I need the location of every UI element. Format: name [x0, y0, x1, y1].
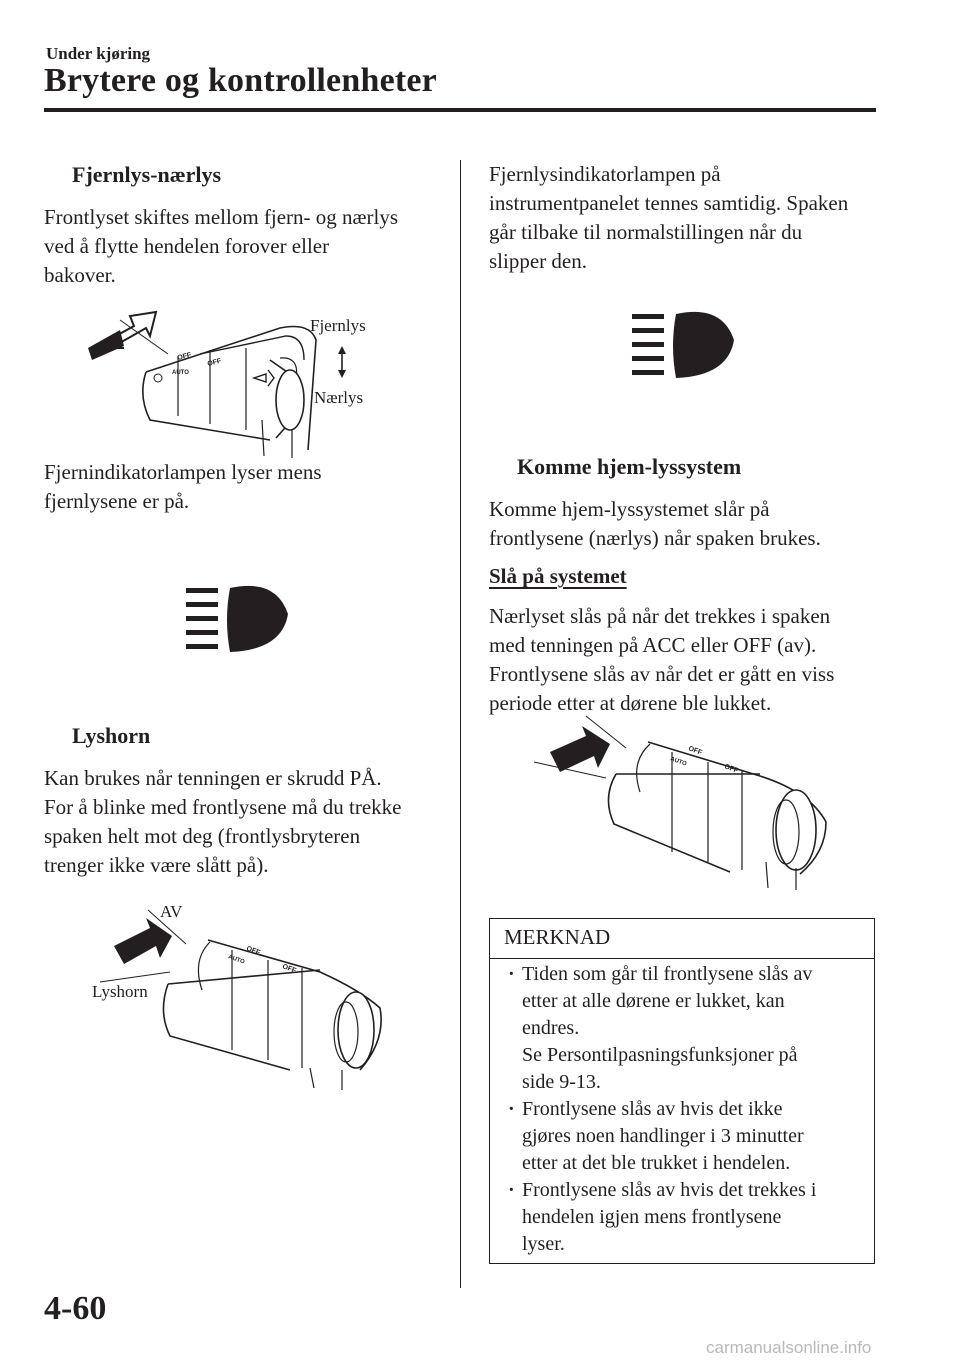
svg-text:AUTO: AUTO [669, 756, 688, 768]
figure-lever-flash [110, 900, 390, 1090]
svg-text:OFF: OFF [723, 763, 739, 775]
high-beam-indicator-icon [186, 584, 290, 656]
heading-komme-hjem: Komme hjem-lyssystem [517, 454, 742, 479]
subheading-sla-pa: Slå på systemet [489, 564, 627, 588]
pull-arrow-icon [114, 918, 172, 964]
figure-lever-coming-home [530, 712, 840, 892]
svg-text:OFF: OFF [687, 745, 703, 757]
svg-text:AUTO: AUTO [227, 954, 246, 966]
paragraph-indicator: Fjernindikatorlampen lyser mens fjernlysene er på. [44, 460, 322, 513]
svg-text:OFF: OFF [281, 963, 297, 975]
svg-text:OFF: OFF [206, 357, 223, 368]
svg-text:OFF: OFF [176, 351, 193, 362]
heading-lyshorn: Lyshorn [72, 723, 151, 748]
column-divider [460, 160, 461, 1288]
note-title: MERKNAD [490, 919, 874, 959]
note-item: · Frontlysene slås av hvis det trekkes i hendelen igjen mens frontlysene lyser. [504, 1177, 866, 1258]
header-rule [44, 108, 876, 112]
label-fjernlys: Fjernlys [310, 316, 366, 335]
note-box [489, 918, 875, 1264]
high-beam-indicator-icon-2 [632, 310, 736, 382]
paragraph-indicator-panel: Fjernlysindikatorlampen på instrumentpanelet tennes samtidig. Spaken går tilbake til normalstillingen når du slipper den. [489, 162, 849, 273]
page-number: 4-60 [44, 1290, 107, 1327]
heading-fjernlys-naerlys: Fjernlys-nærlys [72, 162, 222, 187]
paragraph-komme-hjem: Komme hjem-lyssystemet slår på frontlysene (nærlys) når spaken brukes. [489, 497, 821, 550]
label-av: AV [160, 902, 183, 921]
label-lyshorn: Lyshorn [92, 982, 148, 1001]
label-naerlys: Nærlys [314, 388, 364, 407]
section-title: Under kjøring [46, 44, 151, 63]
paragraph-switch-beams: Frontlyset skiftes mellom fjern- og nærlys ved å flytte hendelen forover eller bakover. [44, 205, 399, 287]
note-item: · Frontlysene slås av hvis det ikke gjøres noen handlinger i 3 minutter etter at det ble trukket i hendelen. [504, 1096, 866, 1177]
pull-arrow-icon-2 [550, 726, 610, 772]
note-item: · Tiden som går til frontlysene slås av etter at alle dørene er lukket, kan endres. Se Persontilpasningsfunksjoner på side 9-13. [504, 961, 866, 1096]
paragraph-sla-pa: Nærlyset slås på når det trekkes i spaken med tenningen på ACC eller OFF (av). Frontlysene slås av når det er gått en viss periode etter at dørene ble lukket. [489, 604, 835, 715]
paragraph-lyshorn: Kan brukes når tenningen er skrudd PÅ. For å blinke med frontlysene må du trekke spaken helt mot deg (frontlysbryteren trenger ikke være slått på). [44, 766, 402, 877]
watermark: carmanualsonline.info [706, 1338, 872, 1357]
note-list [504, 961, 866, 1258]
svg-text:OFF: OFF [245, 945, 261, 957]
svg-text:AUTO: AUTO [172, 370, 189, 376]
chapter-title: Brytere og kontrollenheter [44, 62, 437, 99]
